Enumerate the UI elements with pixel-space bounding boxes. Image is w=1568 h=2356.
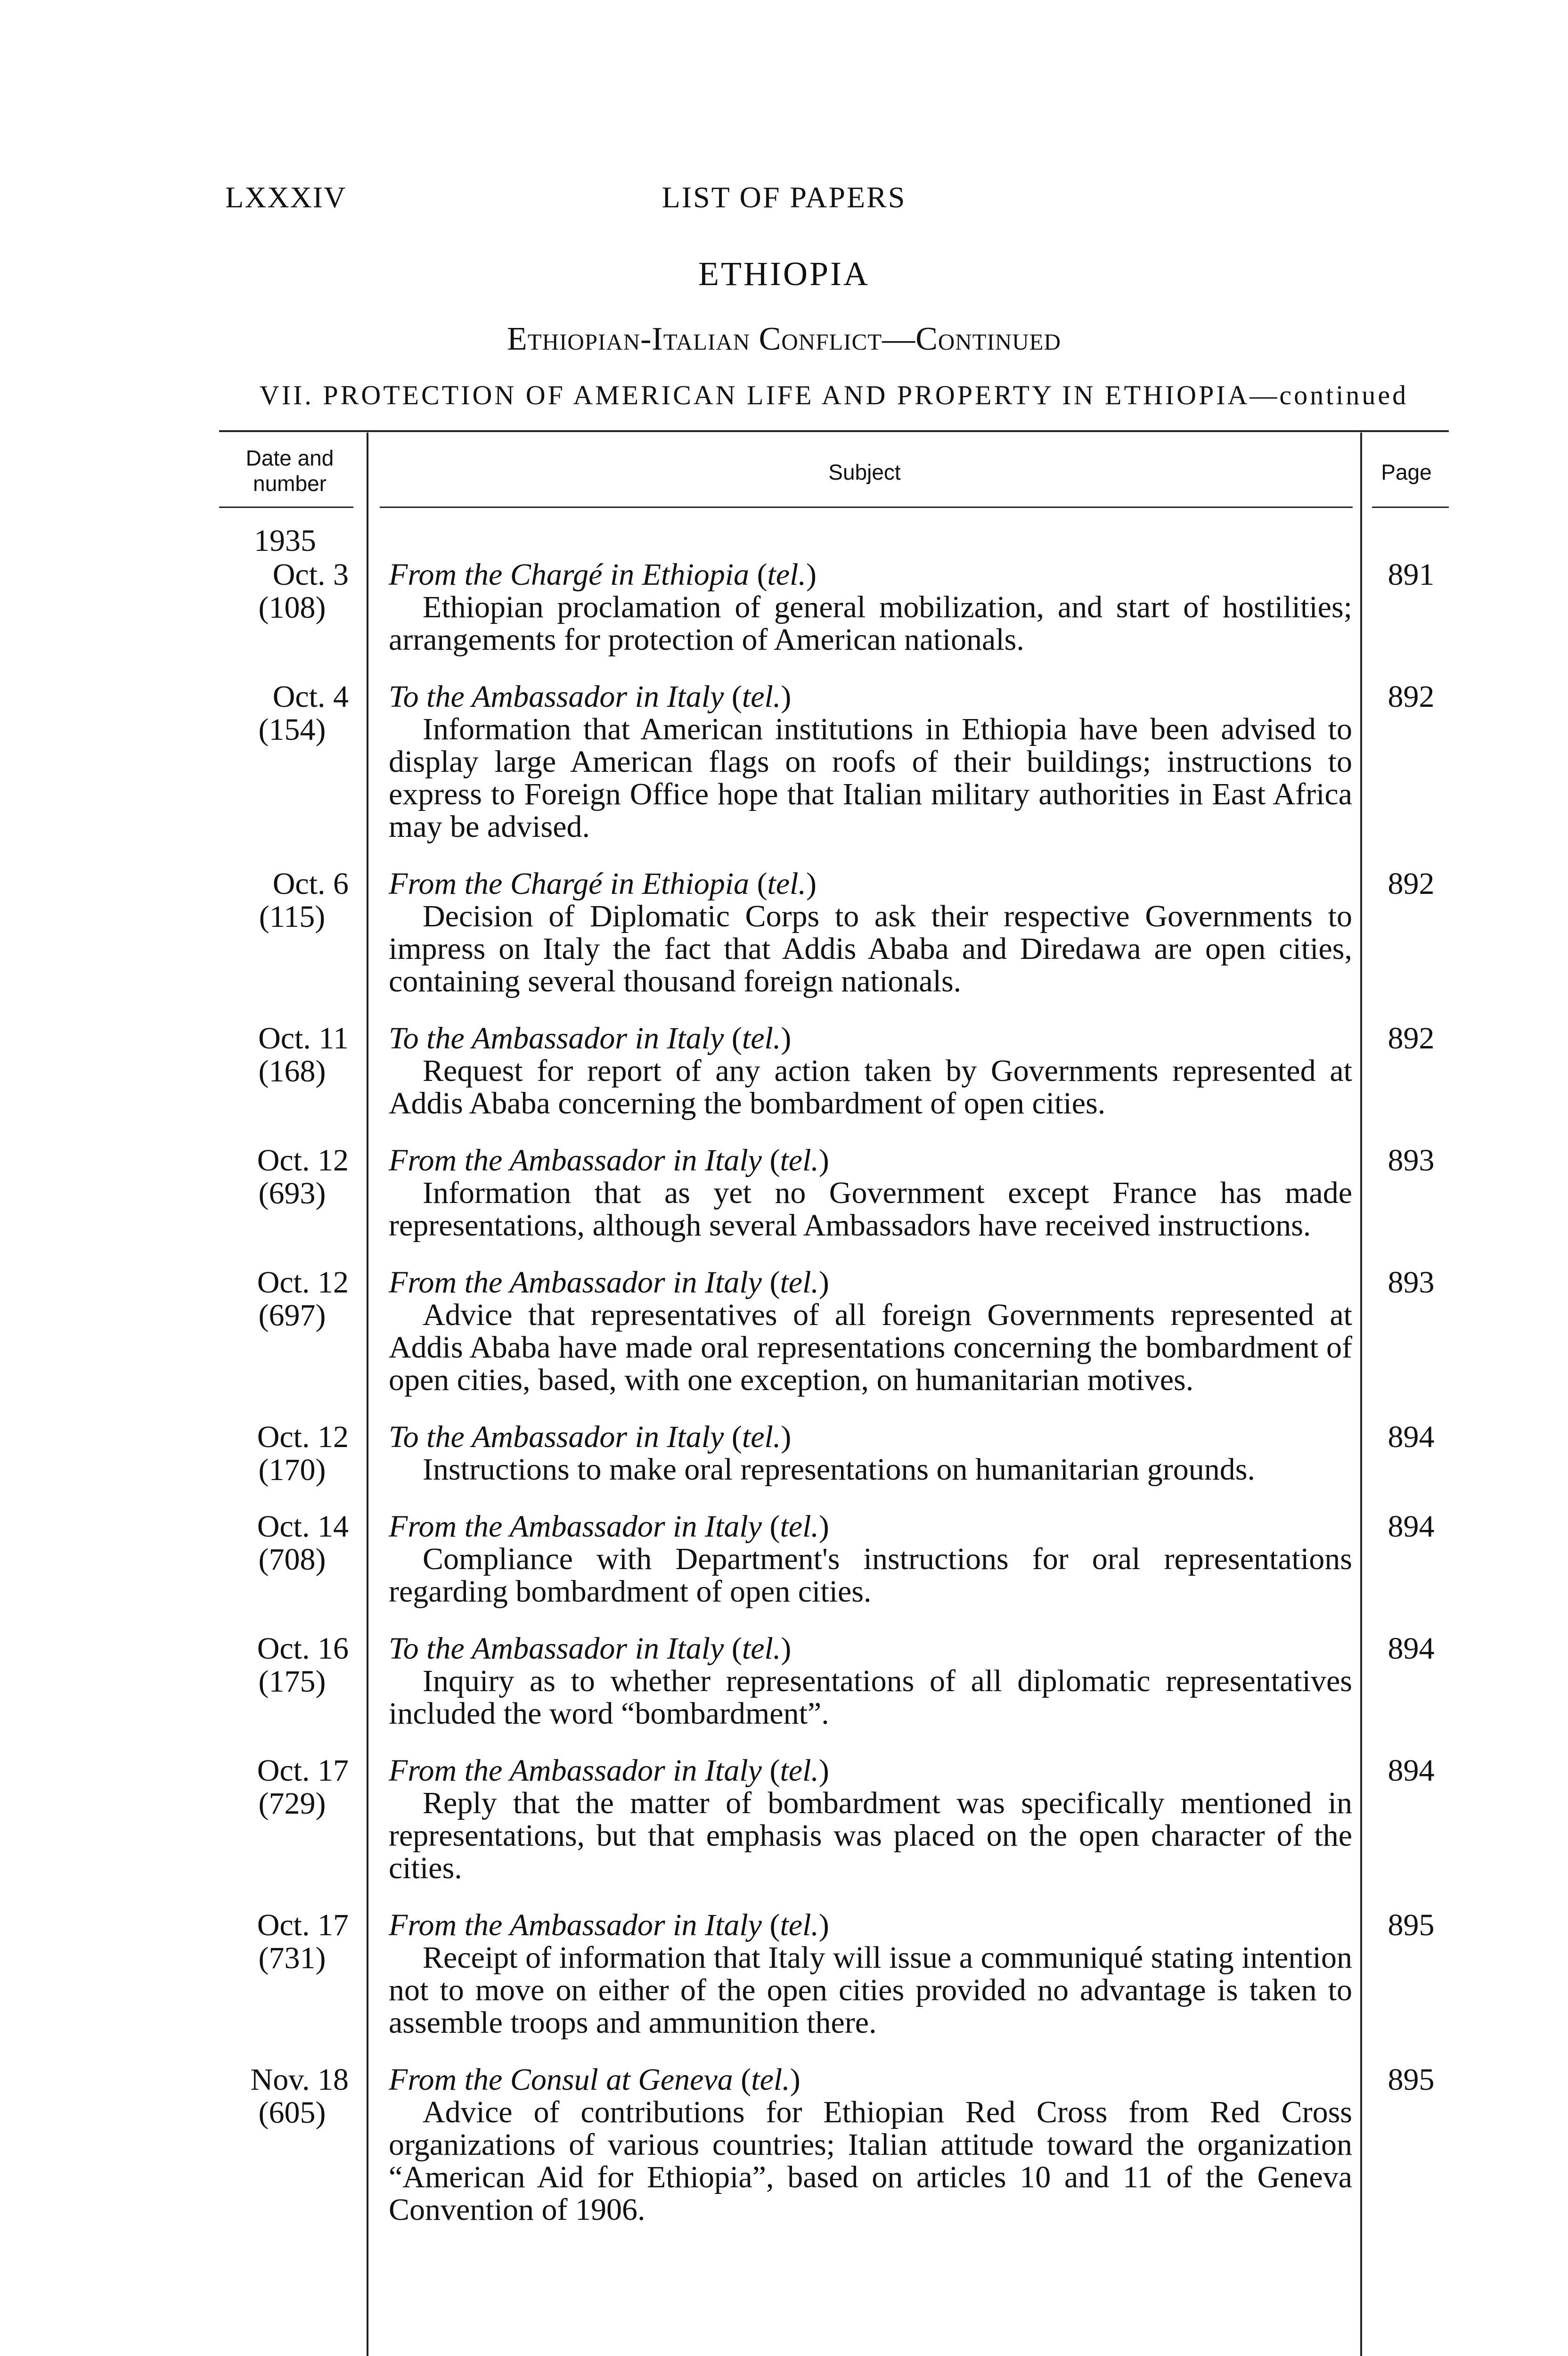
entry-date-text: Oct. 12 <box>257 1143 349 1178</box>
entry-subject <box>389 867 1352 998</box>
entry-subject <box>389 1632 1352 1730</box>
entry-number: (605) <box>258 2095 326 2130</box>
year-label: 1935 <box>254 524 316 558</box>
entries-list <box>0 558 1568 2250</box>
entry-date-text: Oct. 12 <box>257 1420 349 1454</box>
entry-date-text: Oct. 16 <box>257 1631 349 1666</box>
entry-date <box>221 1510 349 1576</box>
entry-date <box>221 558 349 624</box>
entry-number: (729) <box>258 1786 326 1821</box>
entry-date-text: Oct. 17 <box>257 1753 349 1788</box>
entry-from-text: To the Ambassador in Italy <box>389 1021 724 1055</box>
column-header-date-line1: Date and <box>245 446 334 470</box>
entry-page: 895 <box>1388 1908 1435 1942</box>
entry-description: Compliance with Department's instructions for oral representations regarding bombardment of open cities. <box>389 1542 1352 1609</box>
entry-from <box>389 1909 1352 1941</box>
entry-subject <box>389 1421 1352 1486</box>
entry-date-text: Oct. 14 <box>257 1509 349 1544</box>
entry-date <box>221 1144 349 1210</box>
entry-date-text: Oct. 11 <box>258 1021 349 1055</box>
entry-subject <box>389 1144 1352 1242</box>
entry-date <box>221 1632 349 1698</box>
entry-number: (708) <box>258 1542 326 1577</box>
country-heading: ETHIOPIA <box>698 255 870 293</box>
entry-page: 894 <box>1388 1631 1435 1666</box>
entry-from-text: From the Chargé in Ethiopia <box>389 557 750 592</box>
list-item <box>0 867 1568 998</box>
entry-page: 894 <box>1388 1753 1435 1788</box>
entry-from-text: From the Chargé in Ethiopia <box>389 867 750 901</box>
entry-page: 892 <box>1388 867 1435 901</box>
running-title: LIST OF PAPERS <box>662 180 906 214</box>
entry-tel: (tel.) <box>769 1753 829 1788</box>
header-rule-date <box>219 507 353 508</box>
entry-date-text: Oct. 17 <box>257 1908 349 1942</box>
entry-tel: (tel.) <box>731 1420 792 1454</box>
entry-number: (731) <box>258 1941 326 1975</box>
entry-from <box>389 558 1352 591</box>
entry-date <box>221 1022 349 1088</box>
entry-tel: (tel.) <box>757 557 817 592</box>
entry-number: (170) <box>258 1453 326 1487</box>
entry-tel: (tel.) <box>731 679 792 714</box>
entry-number: (108) <box>258 590 326 625</box>
list-item <box>0 558 1568 656</box>
entry-number: (168) <box>258 1054 326 1088</box>
page-number: LXXXIV <box>225 180 347 214</box>
entry-number: (154) <box>258 712 326 747</box>
entry-description: Reply that the matter of bombardment was specifically mentioned in representations, but that emphasis was placed on the open character of the cities. <box>389 1786 1352 1885</box>
entry-from <box>389 1421 1352 1453</box>
entry-from <box>389 1144 1352 1177</box>
entry-date <box>221 1909 349 1975</box>
list-item <box>0 1421 1568 1486</box>
section-heading: VII. PROTECTION OF AMERICAN LIFE AND PROPERTY IN ETHIOPIA—continued <box>259 380 1409 410</box>
header-rule-subject <box>380 507 1353 508</box>
list-item <box>0 1022 1568 1120</box>
entry-number: (175) <box>258 1664 326 1699</box>
entry-page: 893 <box>1388 1143 1435 1178</box>
column-header-page: Page <box>1381 460 1432 484</box>
entry-date-text: Oct. 12 <box>257 1265 349 1300</box>
entry-description: Ethiopian proclamation of general mobilization, and start of hostilities; arrangements for protection of American nationals. <box>389 590 1352 657</box>
entry-number: (115) <box>259 900 326 934</box>
list-item <box>0 1754 1568 1884</box>
entry-description: Instructions to make oral representations on humanitarian grounds. <box>423 1452 1255 1487</box>
entry-tel: (tel.) <box>757 867 817 901</box>
entry-page: 894 <box>1388 1420 1435 1454</box>
entry-subject <box>389 680 1352 843</box>
entry-subject <box>389 1022 1352 1120</box>
entry-from <box>389 1754 1352 1787</box>
entry-date-text: Oct. 4 <box>272 679 349 714</box>
entry-from <box>389 1510 1352 1543</box>
entry-date <box>221 680 349 746</box>
list-item <box>0 1909 1568 2039</box>
entry-date-text: Nov. 18 <box>250 2062 349 2097</box>
entry-page: 893 <box>1388 1265 1435 1300</box>
entry-from <box>389 1266 1352 1299</box>
entry-date <box>221 1266 349 1332</box>
entry-from-text: To the Ambassador in Italy <box>389 679 724 714</box>
entry-subject <box>389 2063 1352 2226</box>
entry-date-text: Oct. 6 <box>272 867 349 901</box>
entry-tel: (tel.) <box>731 1021 792 1055</box>
entry-date <box>221 2063 349 2129</box>
entry-from-text: From the Ambassador in Italy <box>389 1509 762 1544</box>
entry-subject <box>389 558 1352 656</box>
entry-from-text: To the Ambassador in Italy <box>389 1420 724 1454</box>
list-item <box>0 680 1568 843</box>
column-header-date <box>219 445 360 496</box>
entry-date <box>221 867 349 933</box>
header-rule-page <box>1372 507 1449 508</box>
entry-subject <box>389 1510 1352 1608</box>
entry-tel: (tel.) <box>731 1631 792 1666</box>
entry-page: 894 <box>1388 1509 1435 1544</box>
entry-tel: (tel.) <box>769 1908 829 1942</box>
entry-from-text: From the Consul at Geneva <box>389 2062 733 2097</box>
entry-tel: (tel.) <box>769 1143 829 1178</box>
list-item <box>0 1632 1568 1730</box>
entry-date <box>221 1421 349 1487</box>
entry-description: Inquiry as to whether representations of all diplomatic representatives included the word “bombardment”. <box>389 1664 1352 1731</box>
entry-description: Receipt of information that Italy will issue a communiqué stating intention not to move on either of the open cities provided no advantage is taken to assemble troops and ammunition there. <box>389 1940 1352 2040</box>
entry-from <box>389 867 1352 900</box>
entry-from-text: From the Ambassador in Italy <box>389 1753 762 1788</box>
entry-tel: (tel.) <box>769 1509 829 1544</box>
entry-page: 895 <box>1388 2062 1435 2097</box>
entry-from-text: From the Ambassador in Italy <box>389 1908 762 1942</box>
entry-description: Information that American institutions in Ethiopia have been advised to display large American flags on roofs of their buildings; instructions to express to Foreign Office hope that Italian military authorities in East Africa may be advised. <box>389 712 1352 844</box>
entry-from <box>389 680 1352 713</box>
entry-page: 891 <box>1388 557 1435 592</box>
entry-tel: (tel.) <box>769 1265 829 1300</box>
subsection-heading: Ethiopian-Italian Conflict—Continued <box>506 321 1062 357</box>
entry-description: Decision of Diplomatic Corps to ask their respective Governments to impress on Italy the fact that Addis Ababa and Diredawa are open cities, containing several thousand foreign nationals. <box>389 899 1352 998</box>
entry-subject <box>389 1754 1352 1884</box>
table-top-rule <box>219 430 1449 432</box>
list-item <box>0 1510 1568 1608</box>
entry-description: Request for report of any action taken by Governments represented at Addis Ababa concerning the bombardment of open cities. <box>389 1054 1352 1121</box>
entry-description: Information that as yet no Government except France has made representations, although several Ambassadors have received instructions. <box>389 1176 1352 1243</box>
page-header <box>0 180 1568 227</box>
entry-subject <box>389 1909 1352 2039</box>
entry-from-text: From the Ambassador in Italy <box>389 1265 762 1300</box>
entry-from <box>389 1022 1352 1055</box>
entry-from <box>389 2063 1352 2096</box>
entry-tel: (tel.) <box>741 2062 800 2097</box>
entry-from <box>389 1632 1352 1665</box>
list-item <box>0 2063 1568 2226</box>
entry-page: 892 <box>1388 679 1435 714</box>
column-header-date-line2: number <box>253 471 327 496</box>
entry-number: (697) <box>258 1298 326 1333</box>
entry-number: (693) <box>258 1176 326 1211</box>
entry-page: 892 <box>1388 1021 1435 1055</box>
list-item <box>0 1266 1568 1396</box>
entry-description: Advice that representatives of all foreign Governments represented at Addis Ababa have made oral representations concerning the bombardment of open cities, based, with one exception, on humanitarian motives. <box>389 1298 1352 1397</box>
entry-from-text: From the Ambassador in Italy <box>389 1143 762 1178</box>
entry-date <box>221 1754 349 1820</box>
column-header-subject: Subject <box>828 460 901 484</box>
entry-subject <box>389 1266 1352 1396</box>
entry-from-text: To the Ambassador in Italy <box>389 1631 724 1666</box>
entry-description: Advice of contributions for Ethiopian Red Cross from Red Cross organizations of various countries; Italian attitude toward the organization “American Aid for Ethiopia”, based on articles 10 and 11 of the Geneva Convention of 1906. <box>389 2095 1352 2227</box>
list-item <box>0 1144 1568 1242</box>
entry-date-text: Oct. 3 <box>272 557 349 592</box>
